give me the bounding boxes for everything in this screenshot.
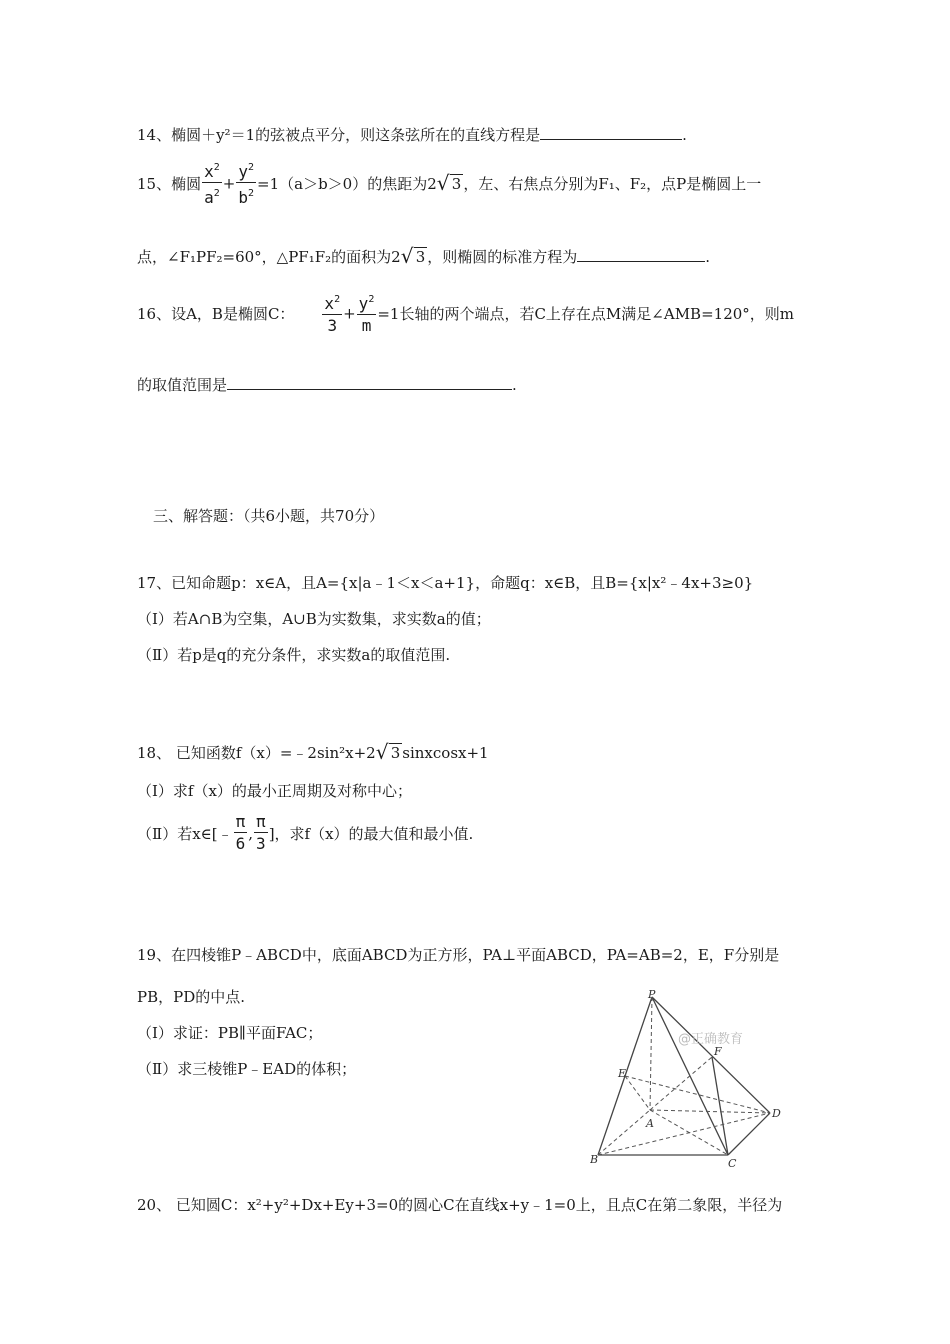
q15-end: . xyxy=(705,248,711,266)
plus-sign: + xyxy=(343,304,356,323)
q18-line1 xyxy=(137,742,489,763)
question-15-line2 xyxy=(137,246,710,267)
label-B: B xyxy=(590,1153,599,1166)
question-15-line1 xyxy=(137,158,761,209)
section-heading: 三、解答题：（共6小题，共70分） xyxy=(153,507,385,525)
question-14 xyxy=(137,124,687,145)
sqrt-3: √ 3 xyxy=(438,175,464,193)
q15-text-b: ，左、右焦点分别为F₁、F₂，点P是椭圆上一 xyxy=(463,175,762,193)
q17-line1: 17、已知命题p：x∈A，且A={x|a﹣1＜x＜a+1}，命题q：x∈B，且B={x|x²﹣4x+3≥0} xyxy=(137,574,754,592)
q19-line4: （Ⅱ）求三棱锥P﹣EAD的体积； xyxy=(137,1060,357,1078)
q15-line2-a: 点，∠F₁PF₂=60°，△PF₁F₂的面积为2 xyxy=(137,248,401,266)
q19-line1: 19、在四棱锥P﹣ABCD中，底面ABCD为正方形，PA⊥平面ABCD，PA=AB=2，E，F分别是 xyxy=(137,946,780,964)
q14-end: . xyxy=(682,126,687,144)
plus-sign: + xyxy=(222,174,236,193)
answer-blank xyxy=(227,375,512,390)
answer-blank xyxy=(577,247,705,262)
q18-interval-start: （Ⅱ）若x∈[﹣ xyxy=(137,825,233,843)
label-F: F xyxy=(714,1045,722,1058)
q18-text-a: 18、 已知函数f（x）=﹣2sin²x+2 xyxy=(137,744,376,762)
sqrt-3: √ 3 xyxy=(377,744,403,762)
question-16-line2 xyxy=(137,374,517,395)
comma: , xyxy=(248,824,254,843)
q18-text-b: sinxcosx+1 xyxy=(402,744,489,762)
q17-line2: （Ⅰ）若A∩B为空集，A∪B为实数集，求实数a的值； xyxy=(137,610,491,628)
fraction-y2-b2: $\frac{y^2}{b^2}$ xyxy=(236,158,256,209)
q16-text: =1长轴的两个端点，若C上存在点M满足∠AMB=120°，则m xyxy=(377,305,794,323)
q17-line3: （Ⅱ）若p是q的充分条件，求实数a的取值范围. xyxy=(137,646,451,664)
watermark: @正确教育 xyxy=(678,1032,744,1047)
q15-line2-b: ，则椭圆的标准方程为 xyxy=(427,248,578,266)
q16-line2: 的取值范围是 xyxy=(137,376,228,394)
q18-line3 xyxy=(137,812,473,855)
label-D: D xyxy=(772,1107,781,1120)
sqrt-3: √ 3 xyxy=(402,248,428,266)
label-E: E xyxy=(618,1067,627,1080)
fraction-x2-a2: $\frac{x^2}{a^2}$ xyxy=(202,158,222,209)
q16-end: . xyxy=(512,376,517,394)
q19-line3: （Ⅰ）求证：PB∥平面FAC； xyxy=(137,1024,323,1042)
fraction-pi-3: $\frac{\pi}{3}$ xyxy=(256,812,266,853)
q15-text-a: =1（a＞b＞0）的焦距为2 xyxy=(257,175,437,193)
q18-interval-end: ]，求f（x）的最大值和最小值. xyxy=(268,825,474,843)
q20-line1: 20、 已知圆C：x²+y²+Dx+Ey+3=0的圆心C在直线x+y﹣1=0上，且点C在第二象限，半径为 xyxy=(137,1196,783,1214)
fraction-y2-m: $\frac{y^2}{m}$ xyxy=(357,290,377,337)
q16-num: 16、设A，B是椭圆C： xyxy=(137,305,295,323)
fraction-x2-3: $\frac{x^2}{3}$ xyxy=(322,290,342,337)
answer-blank xyxy=(540,125,682,140)
q19-line2: PB，PD的中点. xyxy=(137,988,246,1006)
pyramid-figure xyxy=(590,985,790,1170)
question-16-line1 xyxy=(137,290,794,337)
q14-text: 14、椭圆＋y²＝1的弦被点平分，则这条弦所在的直线方程是 xyxy=(137,126,541,144)
label-C: C xyxy=(728,1157,737,1170)
fraction-pi-6: $\frac{\pi}{6}$ xyxy=(235,812,246,853)
label-P: P xyxy=(648,988,656,1001)
q18-line2: （Ⅰ）求f（x）的最小正周期及对称中心； xyxy=(137,782,412,800)
q15-num: 15、椭圆 xyxy=(137,175,202,193)
label-A: A xyxy=(646,1117,654,1130)
